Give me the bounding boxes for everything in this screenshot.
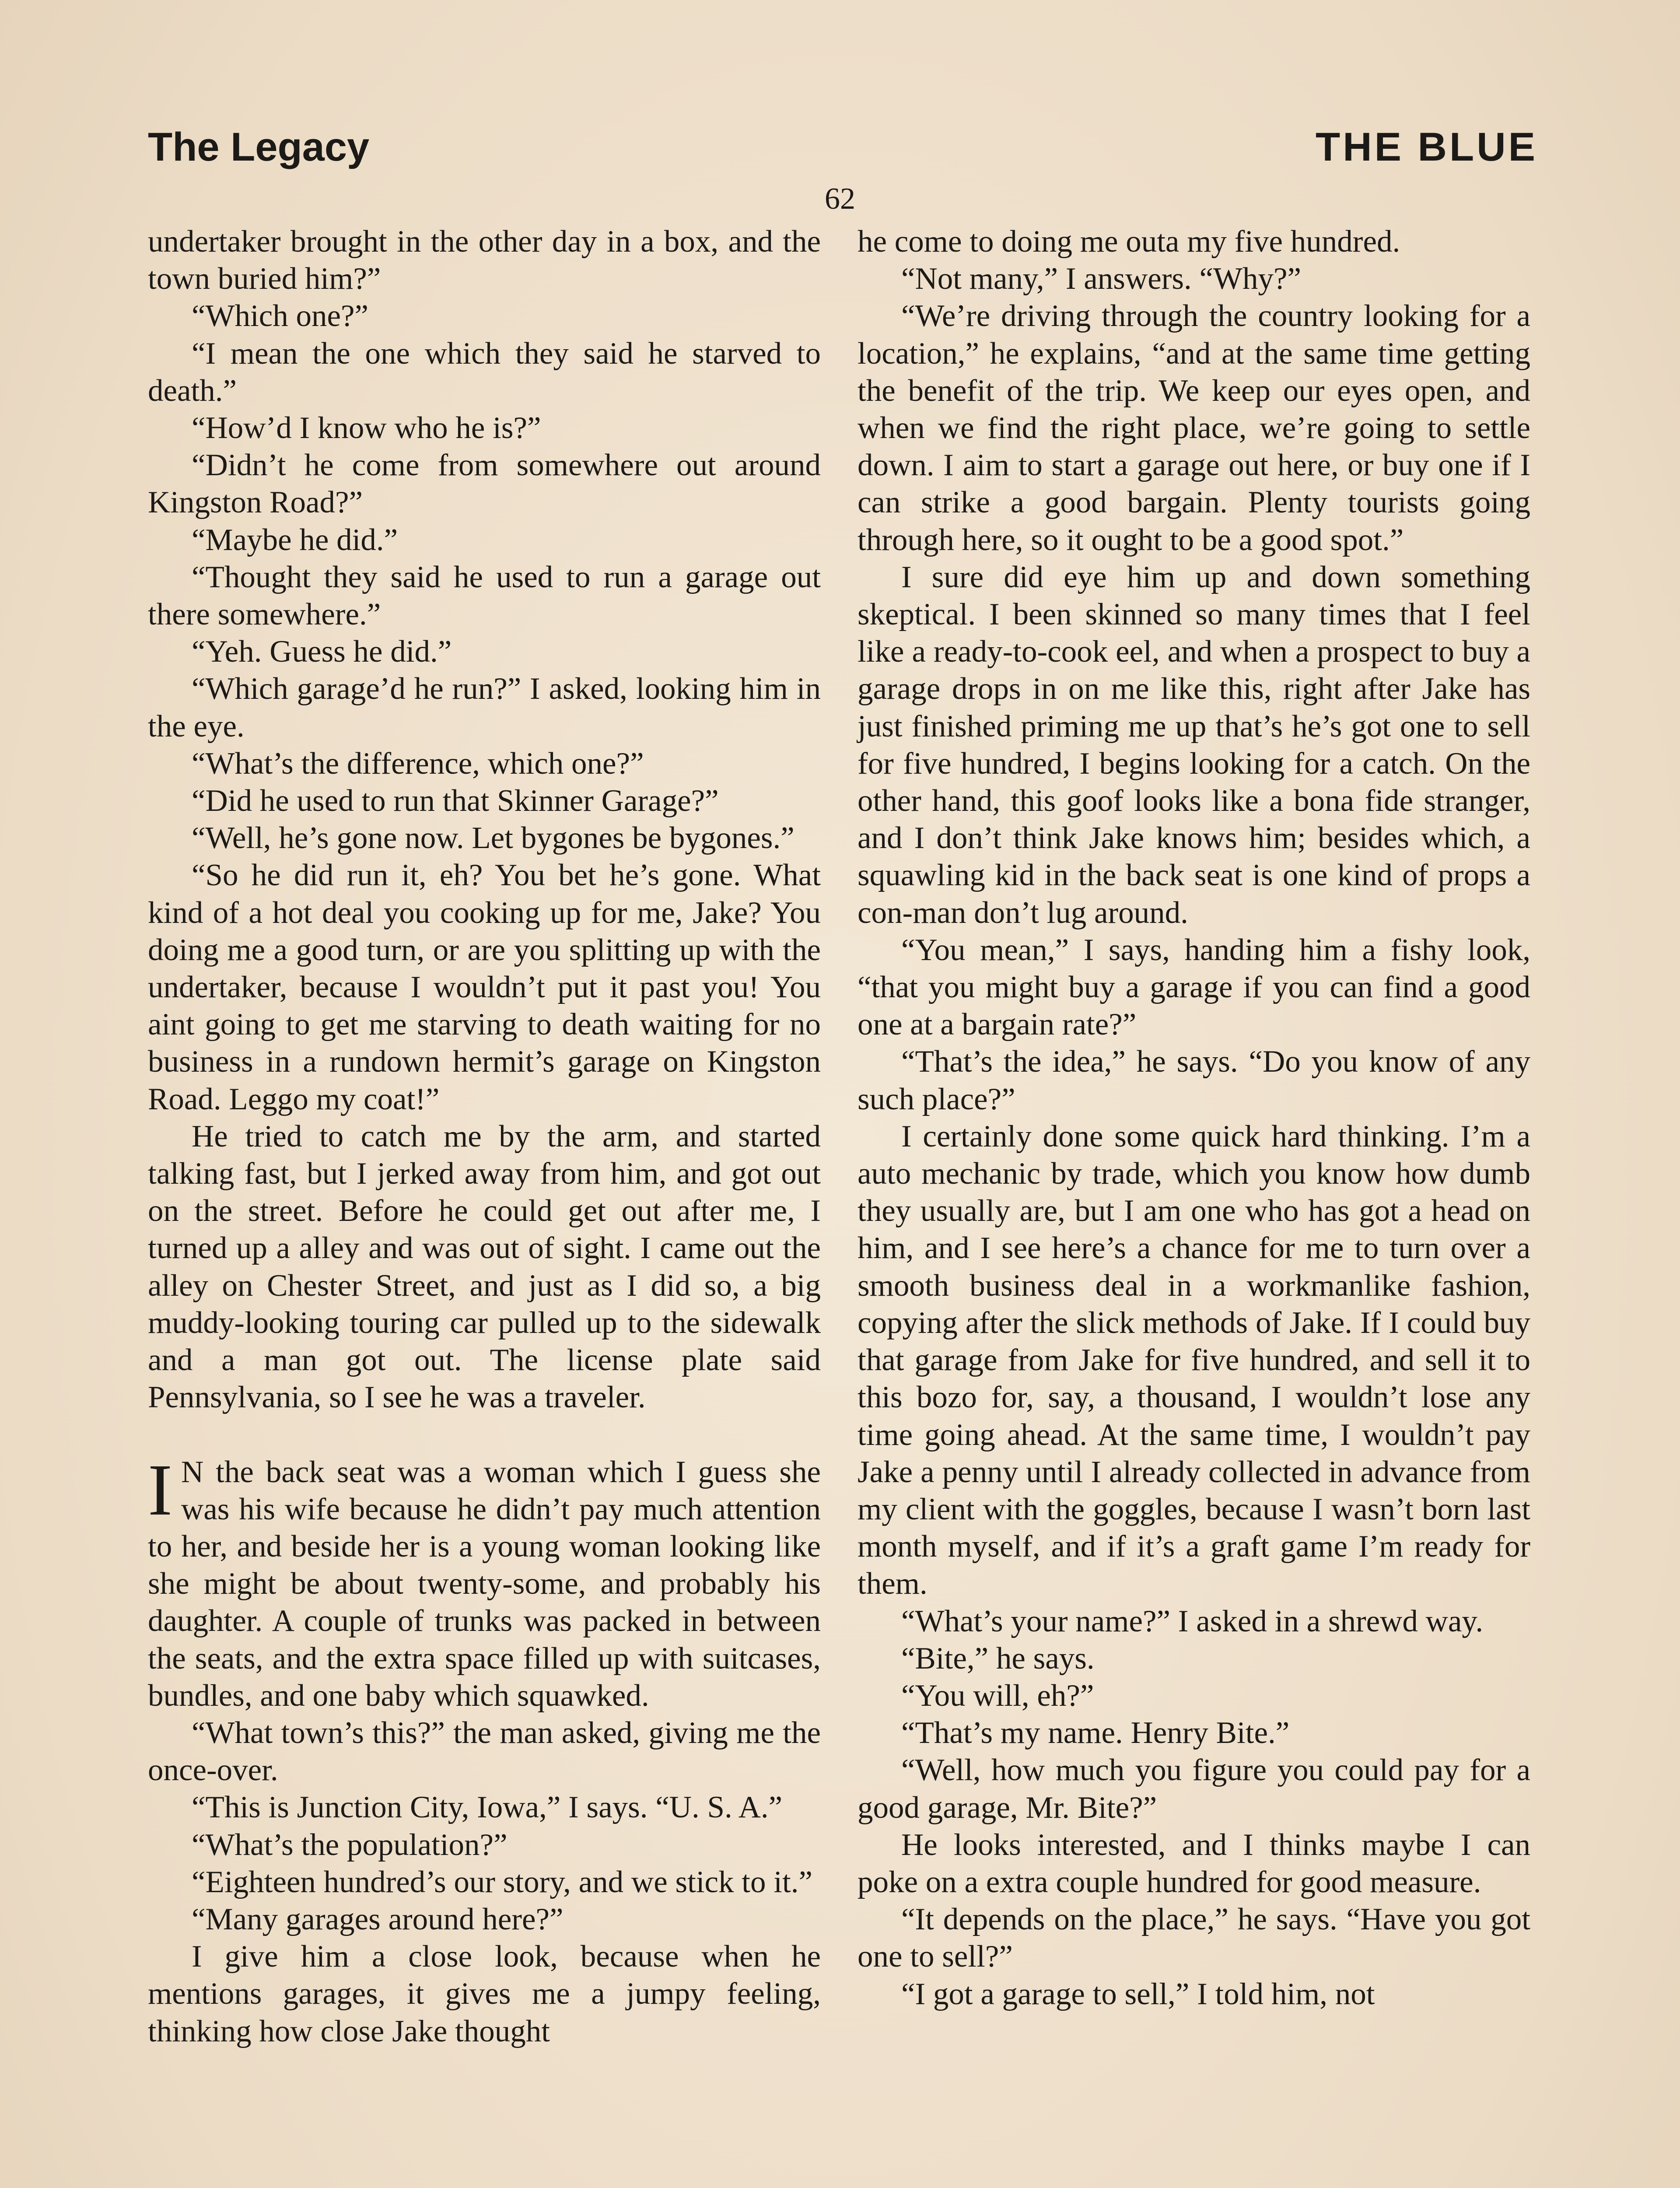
paragraph: “Maybe he did.” (192, 522, 398, 557)
paragraph: “So he did run it, eh? You bet he’s gone. What kind of a hot deal you cooking up for me, Jake? You doing me a good turn, or are you splitting up with the undertaker, because I wouldn’t put it past you! You aint going to get me starving to death waiting for no business in a rundown hermit’s garage on Kingston Road. Leggo my coat!” (148, 858, 821, 1116)
paragraph: “Well, how much you figure you could pay for a good garage, Mr. Bite?” (858, 1753, 1530, 1825)
text-column-right (858, 223, 1530, 2013)
paragraph: “You will, eh?” (901, 1678, 1094, 1713)
running-head-magazine: THE BLUE (1316, 125, 1538, 169)
paragraph: I sure did eye him up and down something skeptical. I been skinned so many times that I feel like a ready-to-cook eel, and when a prospect to buy a garage drops in on me like this, right after Jake has just finished priming me up that’s he’s got one to sell for five hundred, I begins looking for a catch. On the other hand, this goof looks like a bona fide stranger, and I don’t think Jake knows him; besides which, a squawling kid in the back seat is one kind of props a con-man don’t lug around. (858, 560, 1530, 930)
paragraph: I give him a close look, because when he mentions garages, it gives me a jumpy feeling, thinking how close Jake thought (148, 1939, 821, 2048)
paragraph: “Well, he’s gone now. Let bygones be bygones.” (192, 821, 794, 856)
section-break (148, 1417, 821, 1454)
paragraph: “Not many,” I answers. “Why?” (901, 262, 1302, 296)
paragraph: “Thought they said he used to run a garage out there somewhere.” (148, 560, 821, 632)
paragraph: “What’s your name?” I asked in a shrewd way. (901, 1604, 1484, 1638)
paragraph: “Yeh. Guess he did.” (192, 635, 452, 669)
paragraph: “Which one?” (192, 299, 369, 333)
paragraph: “You mean,” I says, handing him a fishy look, “that you might buy a garage if you can find a good one at a bargain rate?” (858, 933, 1530, 1042)
paragraph: “Which garage’d he run?” I asked, looking him in the eye. (148, 672, 821, 743)
paragraph: “What town’s this?” the man asked, giving me the once-over. (148, 1715, 821, 1788)
paragraph: He looks interested, and I thinks maybe I can poke on a extra couple hundred for good measure. (858, 1827, 1530, 1899)
paragraph: “How’d I know who he is?” (192, 411, 541, 445)
running-head-title: The Legacy (148, 125, 370, 169)
paragraph: “What’s the difference, which one?” (192, 746, 644, 781)
paragraph: I certainly done some quick hard thinking. I’m a auto mechanic by trade, which you know how dumb they usually are, but I am one who has got a head on him, and I see here’s a chance for me to turn over a smooth business deal in a workmanlike fashion, copying after the slick methods of Jake. If I could buy that garage from Jake for five hundred, and sell it to this bozo for, say, a thousand, I wouldn’t lose any time going ahead. At the same time, I wouldn’t pay Jake a penny until I already collected in advance from my client with the goggles, because I wasn’t born last month myself, and if it’s a graft game I’m ready for them. (858, 1119, 1530, 1601)
page-number: 62 (825, 182, 855, 216)
paragraph: “This is Junction City, Iowa,” I says. “U. S. A.” (192, 1790, 783, 1825)
section-opening-text: N the back seat was a woman which I guess she was his wife because he didn’t pay much attention to her, and beside her is a young woman looking like she might be about twenty-some, and probably his daughter. A couple of trunks was packed in between the seats, and the extra space filled up with suitcases, bundles, and one baby which squawked. (148, 1455, 821, 1713)
paragraph: “Bite,” he says. (901, 1641, 1095, 1676)
paragraph: “I mean the one which they said he starved to death.” (148, 336, 821, 408)
paragraph: “Did he used to run that Skinner Garage?” (192, 784, 719, 818)
text-column-left (148, 223, 821, 2050)
paragraph: he come to doing me outa my five hundred. (858, 224, 1400, 259)
paragraph: “It depends on the place,” he says. “Have you got one to sell?” (858, 1902, 1530, 1974)
paragraph: “We’re driving through the country looking for a location,” he explains, “and at the same time getting the benefit of the trip. We keep our eyes open, and when we find the right place, we’re going to settle down. I aim to start a garage out here, or buy one if I can strike a good bargain. Plenty tourists going through here, so it ought to be a good spot.” (858, 299, 1530, 557)
paragraph: “That’s my name. Henry Bite.” (901, 1716, 1290, 1750)
section-opening-paragraph (148, 1449, 821, 1715)
paragraph: “Many garages around here?” (192, 1902, 564, 1936)
paragraph: “That’s the idea,” he says. “Do you know of any such place?” (858, 1045, 1530, 1116)
paragraph: “I got a garage to sell,” I told him, not (901, 1977, 1375, 2011)
drop-cap: I (148, 1449, 172, 1531)
paragraph: He tried to catch me by the arm, and started talking fast, but I jerked away from him, and got out on the street. Before he could get out after me, I turned up a alley and was out of sight. I came out the alley on Chester Street, and just as I did so, a big muddy-looking touring car pulled up to the sidewalk and a man got out. The license plate said Pennsylvania, so I see he was a traveler. (148, 1119, 821, 1415)
paragraph: undertaker brought in the other day in a box, and the town buried him?” (148, 224, 821, 296)
paragraph: “What’s the population?” (192, 1827, 508, 1862)
paragraph: “Didn’t he come from somewhere out around Kingston Road?” (148, 448, 821, 520)
paragraph: “Eighteen hundred’s our story, and we stick to it.” (192, 1865, 812, 1899)
